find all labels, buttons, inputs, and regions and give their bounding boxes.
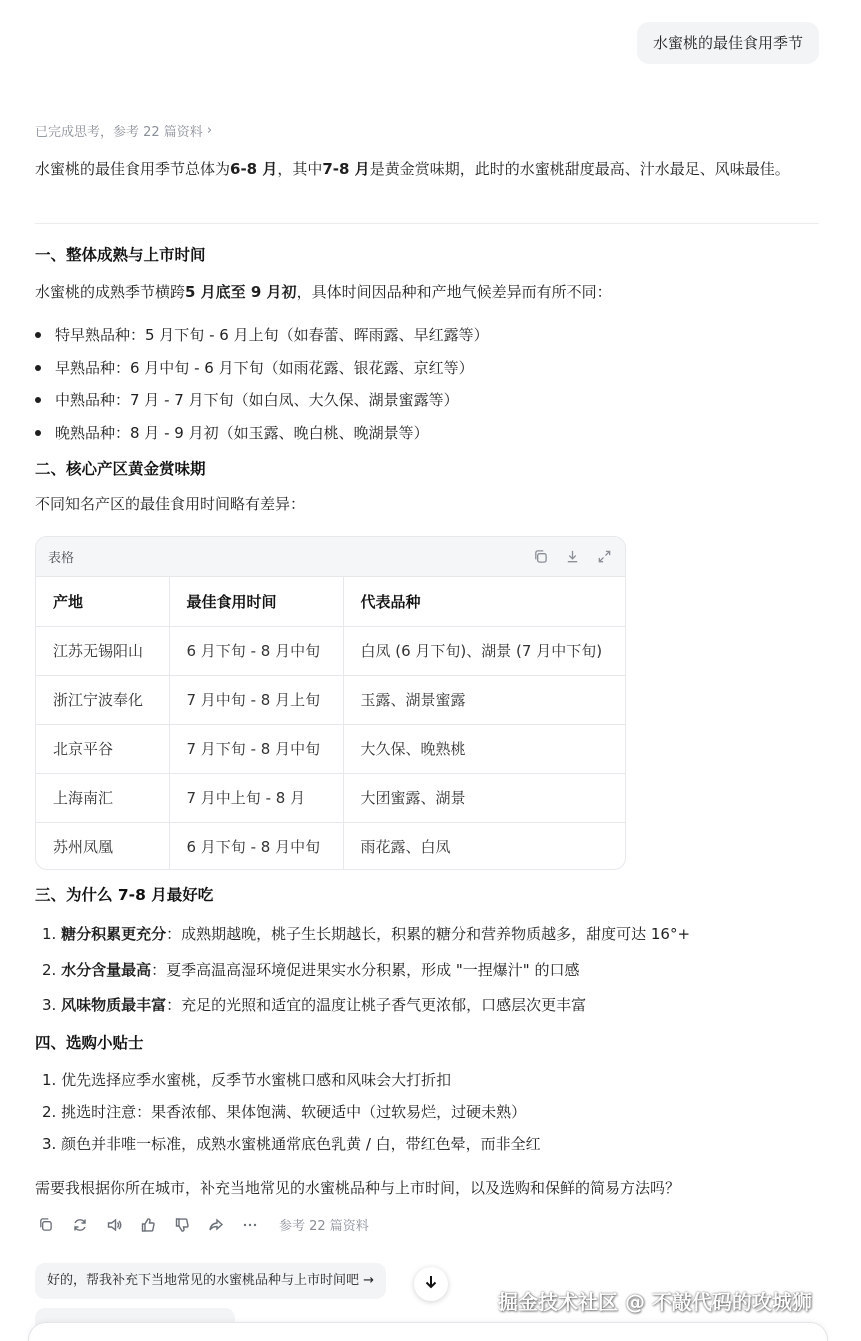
- watermark: 掘金技术社区 @ 不敲代码的攻城狮: [498, 1290, 812, 1314]
- section1-text: 水蜜桃的成熟季节横跨5 月底至 9 月初，具体时间因品种和产地气候差异而有所不同：: [35, 283, 612, 301]
- list-item: 1. 糖分积累更充分：成熟期越晚，桃子生长期越长，积累的糖分和营养物质越多，甜度可达 16°+: [42, 925, 691, 943]
- table-row: [36, 724, 625, 773]
- section1-list: [35, 322, 489, 452]
- suggested-reply[interactable]: 好的，帮我补充下当地常见的水蜜桃品种与上市时间吧 →: [35, 1263, 386, 1299]
- section3-title: 三、为什么 7-8 月最好吃: [35, 886, 214, 904]
- list-item: 特早熟品种：5 月下旬 - 6 月上旬（如春蕾、晖雨露、早红露等）: [35, 322, 489, 355]
- table-cell: 7 月下旬 - 8 月中旬: [169, 724, 343, 773]
- table-label: 表格: [48, 551, 75, 566]
- speaker-icon[interactable]: [105, 1216, 122, 1233]
- table-cell: 雨花露、白凤: [360, 838, 451, 857]
- chevron-right-icon: ›: [206, 123, 213, 138]
- copy-icon[interactable]: [37, 1216, 54, 1233]
- list-item: 3. 颜色并非唯一标准，成熟水蜜桃通常底色乳黄 / 白，带红色晕，而非全红: [42, 1135, 541, 1153]
- references-link[interactable]: 参考 22 篇资料: [279, 1219, 369, 1234]
- section4-list: [42, 1068, 541, 1164]
- table-cell: 上海南汇: [36, 773, 169, 822]
- copy-icon[interactable]: [531, 548, 549, 566]
- download-icon[interactable]: [563, 548, 581, 566]
- divider: [35, 223, 819, 224]
- share-icon[interactable]: [207, 1216, 224, 1233]
- table-cell: 7 月中上旬 - 8 月: [169, 773, 343, 822]
- column-header: 代表品种: [343, 577, 625, 626]
- table-cell: 江苏无锡阳山: [36, 626, 169, 675]
- table-cell: 6 月下旬 - 8 月中旬: [169, 626, 343, 675]
- thumbs-up-icon[interactable]: [139, 1216, 156, 1233]
- table-header-row: [36, 577, 625, 626]
- section2-text: 不同知名产区的最佳食用时间略有差异：: [35, 495, 306, 513]
- list-item: 1. 优先选择应季水蜜桃，反季节水蜜桃口感和风味会大打折扣: [42, 1071, 452, 1089]
- table-cell: 苏州凤凰: [36, 822, 169, 870]
- thinking-summary[interactable]: [35, 121, 212, 140]
- expand-icon[interactable]: [595, 548, 613, 566]
- section1-title: 一、整体成熟与上市时间: [35, 246, 206, 264]
- table-cell: 北京平谷: [36, 724, 169, 773]
- table-cell: 玉露、湖景蜜露: [343, 675, 625, 724]
- section3-list: [42, 922, 690, 1029]
- table-row: [36, 822, 625, 870]
- table-row: [36, 626, 625, 675]
- table-header-bar: [36, 537, 625, 577]
- column-header: 产地: [36, 577, 169, 626]
- list-item: 中熟品种：7 月 - 7 月下旬（如白凤、大久保、湖景蜜露等）: [35, 387, 489, 420]
- thumbs-down-icon[interactable]: [173, 1216, 190, 1233]
- data-table: [36, 577, 625, 870]
- list-item: 2. 挑选时注意：果香浓郁、果体饱满、软硬适中（过软易烂，过硬未熟）: [42, 1103, 527, 1121]
- arrow-down-icon: [424, 1274, 438, 1294]
- table-row: [36, 773, 625, 822]
- user-message-bubble: 水蜜桃的最佳食用季节: [637, 22, 819, 64]
- section4-title: 四、选购小贴士: [35, 1034, 144, 1052]
- table-card: [35, 536, 626, 870]
- section2-title: 二、核心产区黄金赏味期: [35, 460, 206, 478]
- scroll-down-button[interactable]: [414, 1267, 448, 1301]
- intro-paragraph: 水蜜桃的最佳食用季节总体为6-8 月，其中7-8 月是黄金赏味期，此时的水蜜桃甜度最高、汁水最足、风味最佳。: [35, 160, 790, 178]
- table-cell: 大久保、晚熟桃: [343, 724, 625, 773]
- table-cell: 浙江宁波奉化: [36, 675, 169, 724]
- table-cell: 6 月下旬 - 8 月中旬: [169, 822, 343, 870]
- closing-question: 需要我根据你所在城市，补充当地常见的水蜜桃品种与上市时间，以及选购和保鲜的简易方法吗？: [35, 1179, 681, 1197]
- table-row: [36, 675, 625, 724]
- list-item: 早熟品种：6 月中旬 - 6 月下旬（如雨花露、银花露、京红等）: [35, 355, 489, 388]
- table-cell: 白凤 (6 月下旬)、湖景 (7 月中下旬): [343, 626, 625, 675]
- more-icon[interactable]: [241, 1216, 258, 1233]
- chat-input[interactable]: [28, 1322, 828, 1341]
- message-actions: [37, 1215, 369, 1234]
- list-item: 2. 水分含量最高：夏季高温高湿环境促进果实水分积累，形成 "一捏爆汁" 的口感: [42, 960, 580, 979]
- thinking-label: 已完成思考，参考 22 篇资料: [35, 125, 203, 140]
- list-item: 晚熟品种：8 月 - 9 月初（如玉露、晚白桃、晚湖景等）: [35, 420, 489, 453]
- table-cell: 大团蜜露、湖景: [343, 773, 625, 822]
- list-item: 3. 风味物质最丰富：充足的光照和适宜的温度让桃子香气更浓郁，口感层次更丰富: [42, 996, 587, 1014]
- table-cell: 7 月中旬 - 8 月上旬: [169, 675, 343, 724]
- column-header: 最佳食用时间: [169, 577, 343, 626]
- regenerate-icon[interactable]: [71, 1216, 88, 1233]
